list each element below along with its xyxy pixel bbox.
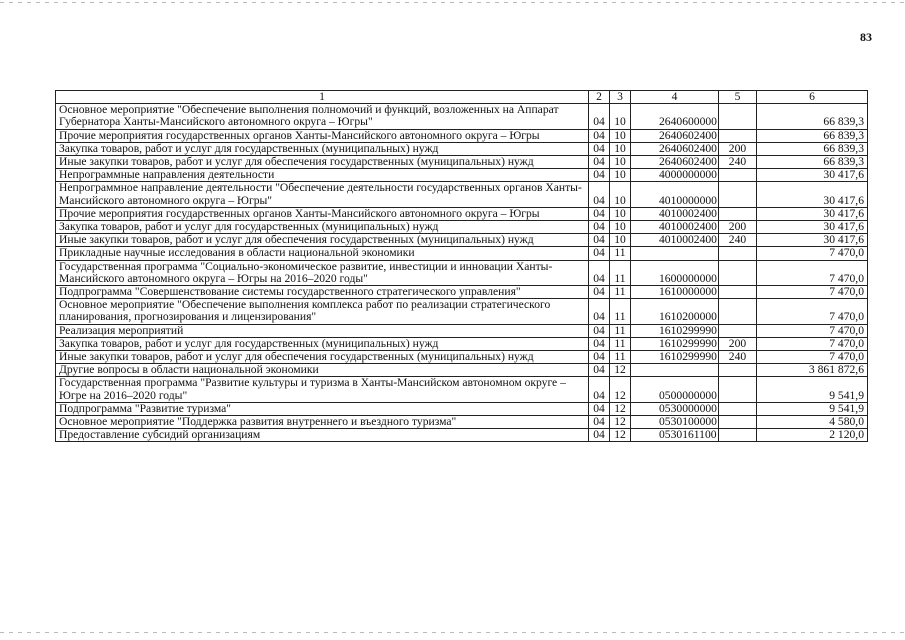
row-expense-type-cell bbox=[719, 104, 757, 129]
row-name-cell: Прикладные научные исследования в области национальной экономики bbox=[56, 247, 589, 260]
row-expense-type-cell bbox=[719, 129, 757, 142]
row-amount-cell: 4 580,0 bbox=[757, 416, 868, 429]
row-target-article-cell: 2640602400 bbox=[631, 142, 719, 155]
row-name-cell: Непрограммные направления деятельности bbox=[56, 169, 589, 182]
row-target-article-cell: 1610299990 bbox=[631, 337, 719, 350]
row-subsection-cell: 12 bbox=[610, 402, 631, 415]
row-target-article-cell: 2640602400 bbox=[631, 129, 719, 142]
row-section-cell: 04 bbox=[589, 169, 610, 182]
row-section-cell: 04 bbox=[589, 260, 610, 285]
table-row bbox=[56, 260, 868, 285]
row-expense-type-cell bbox=[719, 260, 757, 285]
row-name-cell: Подпрограмма "Развитие туризма" bbox=[56, 402, 589, 415]
table-row bbox=[56, 351, 868, 364]
row-expense-type-cell bbox=[719, 429, 757, 442]
row-target-article-cell: 4010000000 bbox=[631, 182, 719, 207]
row-name-cell: Иные закупки товаров, работ и услуг для обеспечения государственных (муниципальных) нужд bbox=[56, 351, 589, 364]
row-target-article-cell: 1610299990 bbox=[631, 351, 719, 364]
row-section-cell: 04 bbox=[589, 207, 610, 220]
row-subsection-cell: 12 bbox=[610, 377, 631, 402]
row-target-article-cell: 4000000000 bbox=[631, 169, 719, 182]
row-name-cell: Основное мероприятие "Обеспечение выполнения комплекса работ по реализации стратегического планирования, прогнозирования и лицензирования" bbox=[56, 299, 589, 324]
row-section-cell: 04 bbox=[589, 156, 610, 169]
row-subsection-cell: 10 bbox=[610, 182, 631, 207]
row-subsection-cell: 11 bbox=[610, 337, 631, 350]
table-row bbox=[56, 299, 868, 324]
row-section-cell: 04 bbox=[589, 247, 610, 260]
scan-artifact-bottom bbox=[0, 632, 905, 633]
table-row bbox=[56, 156, 868, 169]
row-amount-cell: 7 470,0 bbox=[757, 247, 868, 260]
row-subsection-cell: 11 bbox=[610, 260, 631, 285]
row-subsection-cell: 12 bbox=[610, 364, 631, 377]
row-target-article-cell: 0530000000 bbox=[631, 402, 719, 415]
col-header-section: 2 bbox=[589, 91, 610, 104]
row-section-cell: 04 bbox=[589, 299, 610, 324]
row-section-cell: 04 bbox=[589, 351, 610, 364]
table-row bbox=[56, 402, 868, 415]
row-expense-type-cell bbox=[719, 402, 757, 415]
row-expense-type-cell bbox=[719, 324, 757, 337]
col-header-expense-type: 5 bbox=[719, 91, 757, 104]
row-target-article-cell: 1600000000 bbox=[631, 260, 719, 285]
row-amount-cell: 66 839,3 bbox=[757, 129, 868, 142]
row-section-cell: 04 bbox=[589, 104, 610, 129]
table-body bbox=[56, 104, 868, 442]
table-row bbox=[56, 286, 868, 299]
row-amount-cell: 7 470,0 bbox=[757, 299, 868, 324]
row-amount-cell: 30 417,6 bbox=[757, 207, 868, 220]
row-name-cell: Государственная программа "Развитие культуры и туризма в Ханты-Мансийском автономном округе – Югре на 2016–2020 годы" bbox=[56, 377, 589, 402]
row-section-cell: 04 bbox=[589, 429, 610, 442]
table-row bbox=[56, 429, 868, 442]
table-row bbox=[56, 324, 868, 337]
row-amount-cell: 7 470,0 bbox=[757, 337, 868, 350]
row-expense-type-cell: 240 bbox=[719, 351, 757, 364]
row-subsection-cell: 12 bbox=[610, 416, 631, 429]
row-target-article-cell: 2640600000 bbox=[631, 104, 719, 129]
row-subsection-cell: 10 bbox=[610, 142, 631, 155]
row-name-cell: Иные закупки товаров, работ и услуг для обеспечения государственных (муниципальных) нужд bbox=[56, 234, 589, 247]
row-name-cell: Реализация мероприятий bbox=[56, 324, 589, 337]
row-subsection-cell: 11 bbox=[610, 351, 631, 364]
row-section-cell: 04 bbox=[589, 364, 610, 377]
row-section-cell: 04 bbox=[589, 377, 610, 402]
row-expense-type-cell bbox=[719, 182, 757, 207]
row-subsection-cell: 12 bbox=[610, 429, 631, 442]
row-amount-cell: 9 541,9 bbox=[757, 377, 868, 402]
table-header-row bbox=[56, 91, 868, 104]
budget-table bbox=[55, 90, 868, 442]
row-subsection-cell: 11 bbox=[610, 324, 631, 337]
row-subsection-cell: 11 bbox=[610, 299, 631, 324]
row-name-cell: Другие вопросы в области национальной экономики bbox=[56, 364, 589, 377]
row-target-article-cell: 1610299990 bbox=[631, 324, 719, 337]
table-row bbox=[56, 104, 868, 129]
row-name-cell: Предоставление субсидий организациям bbox=[56, 429, 589, 442]
row-name-cell: Закупка товаров, работ и услуг для государственных (муниципальных) нужд bbox=[56, 221, 589, 234]
row-name-cell: Основное мероприятие "Поддержка развития внутреннего и въездного туризма" bbox=[56, 416, 589, 429]
table-row bbox=[56, 364, 868, 377]
row-target-article-cell: 4010002400 bbox=[631, 234, 719, 247]
row-expense-type-cell bbox=[719, 207, 757, 220]
row-amount-cell: 3 861 872,6 bbox=[757, 364, 868, 377]
row-target-article-cell: 1610200000 bbox=[631, 299, 719, 324]
row-amount-cell: 30 417,6 bbox=[757, 234, 868, 247]
row-subsection-cell: 10 bbox=[610, 169, 631, 182]
table-row bbox=[56, 337, 868, 350]
row-section-cell: 04 bbox=[589, 402, 610, 415]
row-name-cell: Прочие мероприятия государственных органов Ханты-Мансийского автономного округа – Югры bbox=[56, 129, 589, 142]
row-subsection-cell: 11 bbox=[610, 247, 631, 260]
row-subsection-cell: 11 bbox=[610, 286, 631, 299]
row-expense-type-cell bbox=[719, 286, 757, 299]
col-header-amount: 6 bbox=[757, 91, 868, 104]
row-target-article-cell bbox=[631, 247, 719, 260]
row-amount-cell: 66 839,3 bbox=[757, 142, 868, 155]
row-name-cell: Иные закупки товаров, работ и услуг для обеспечения государственных (муниципальных) нужд bbox=[56, 156, 589, 169]
row-expense-type-cell: 200 bbox=[719, 142, 757, 155]
row-amount-cell: 66 839,3 bbox=[757, 104, 868, 129]
row-section-cell: 04 bbox=[589, 337, 610, 350]
row-amount-cell: 7 470,0 bbox=[757, 260, 868, 285]
row-subsection-cell: 10 bbox=[610, 221, 631, 234]
row-expense-type-cell: 200 bbox=[719, 221, 757, 234]
row-amount-cell: 30 417,6 bbox=[757, 169, 868, 182]
row-section-cell: 04 bbox=[589, 129, 610, 142]
row-amount-cell: 7 470,0 bbox=[757, 324, 868, 337]
row-amount-cell: 30 417,6 bbox=[757, 221, 868, 234]
table-row bbox=[56, 377, 868, 402]
row-section-cell: 04 bbox=[589, 142, 610, 155]
row-section-cell: 04 bbox=[589, 286, 610, 299]
table-row bbox=[56, 182, 868, 207]
row-name-cell: Закупка товаров, работ и услуг для государственных (муниципальных) нужд bbox=[56, 142, 589, 155]
row-amount-cell: 9 541,9 bbox=[757, 402, 868, 415]
row-name-cell: Государственная программа "Социально-экономическое развитие, инвестиции и инновации Ханты-Мансийского автономного округа – Югры на 2016–2020 годы" bbox=[56, 260, 589, 285]
row-subsection-cell: 10 bbox=[610, 234, 631, 247]
row-name-cell: Закупка товаров, работ и услуг для государственных (муниципальных) нужд bbox=[56, 337, 589, 350]
page-number: 83 bbox=[860, 30, 872, 44]
scan-artifact-top bbox=[0, 2, 905, 3]
row-target-article-cell bbox=[631, 364, 719, 377]
row-amount-cell: 30 417,6 bbox=[757, 182, 868, 207]
col-header-subsection: 3 bbox=[610, 91, 631, 104]
col-header-name: 1 bbox=[56, 91, 589, 104]
row-amount-cell: 7 470,0 bbox=[757, 351, 868, 364]
row-expense-type-cell bbox=[719, 247, 757, 260]
table-row bbox=[56, 221, 868, 234]
row-expense-type-cell bbox=[719, 377, 757, 402]
row-target-article-cell: 4010002400 bbox=[631, 221, 719, 234]
table-row bbox=[56, 234, 868, 247]
table-row bbox=[56, 247, 868, 260]
table-row bbox=[56, 416, 868, 429]
col-header-target-article: 4 bbox=[631, 91, 719, 104]
row-name-cell: Основное мероприятие "Обеспечение выполнения полномочий и функций, возложенных на Аппарат Губернатора Ханты-Мансийского автономного округа – Югры" bbox=[56, 104, 589, 129]
row-name-cell: Подпрограмма "Совершенствование системы государственного стратегического управления" bbox=[56, 286, 589, 299]
row-target-article-cell: 2640602400 bbox=[631, 156, 719, 169]
row-name-cell: Непрограммное направление деятельности "Обеспечение деятельности государственных органов Ханты-Мансийского автономного округа – Югры" bbox=[56, 182, 589, 207]
row-target-article-cell: 0530100000 bbox=[631, 416, 719, 429]
row-expense-type-cell bbox=[719, 364, 757, 377]
row-section-cell: 04 bbox=[589, 324, 610, 337]
row-name-cell: Прочие мероприятия государственных органов Ханты-Мансийского автономного округа – Югры bbox=[56, 207, 589, 220]
row-expense-type-cell bbox=[719, 299, 757, 324]
table-row bbox=[56, 142, 868, 155]
table-row bbox=[56, 207, 868, 220]
row-amount-cell: 66 839,3 bbox=[757, 156, 868, 169]
row-section-cell: 04 bbox=[589, 234, 610, 247]
row-expense-type-cell bbox=[719, 169, 757, 182]
row-subsection-cell: 10 bbox=[610, 156, 631, 169]
row-expense-type-cell: 240 bbox=[719, 156, 757, 169]
row-section-cell: 04 bbox=[589, 221, 610, 234]
row-subsection-cell: 10 bbox=[610, 104, 631, 129]
row-target-article-cell: 1610000000 bbox=[631, 286, 719, 299]
table-row bbox=[56, 129, 868, 142]
row-target-article-cell: 0530161100 bbox=[631, 429, 719, 442]
row-expense-type-cell: 240 bbox=[719, 234, 757, 247]
row-amount-cell: 7 470,0 bbox=[757, 286, 868, 299]
row-section-cell: 04 bbox=[589, 182, 610, 207]
row-target-article-cell: 0500000000 bbox=[631, 377, 719, 402]
row-target-article-cell: 4010002400 bbox=[631, 207, 719, 220]
row-section-cell: 04 bbox=[589, 416, 610, 429]
row-expense-type-cell bbox=[719, 416, 757, 429]
row-subsection-cell: 10 bbox=[610, 129, 631, 142]
row-subsection-cell: 10 bbox=[610, 207, 631, 220]
row-expense-type-cell: 200 bbox=[719, 337, 757, 350]
row-amount-cell: 2 120,0 bbox=[757, 429, 868, 442]
table-row bbox=[56, 169, 868, 182]
